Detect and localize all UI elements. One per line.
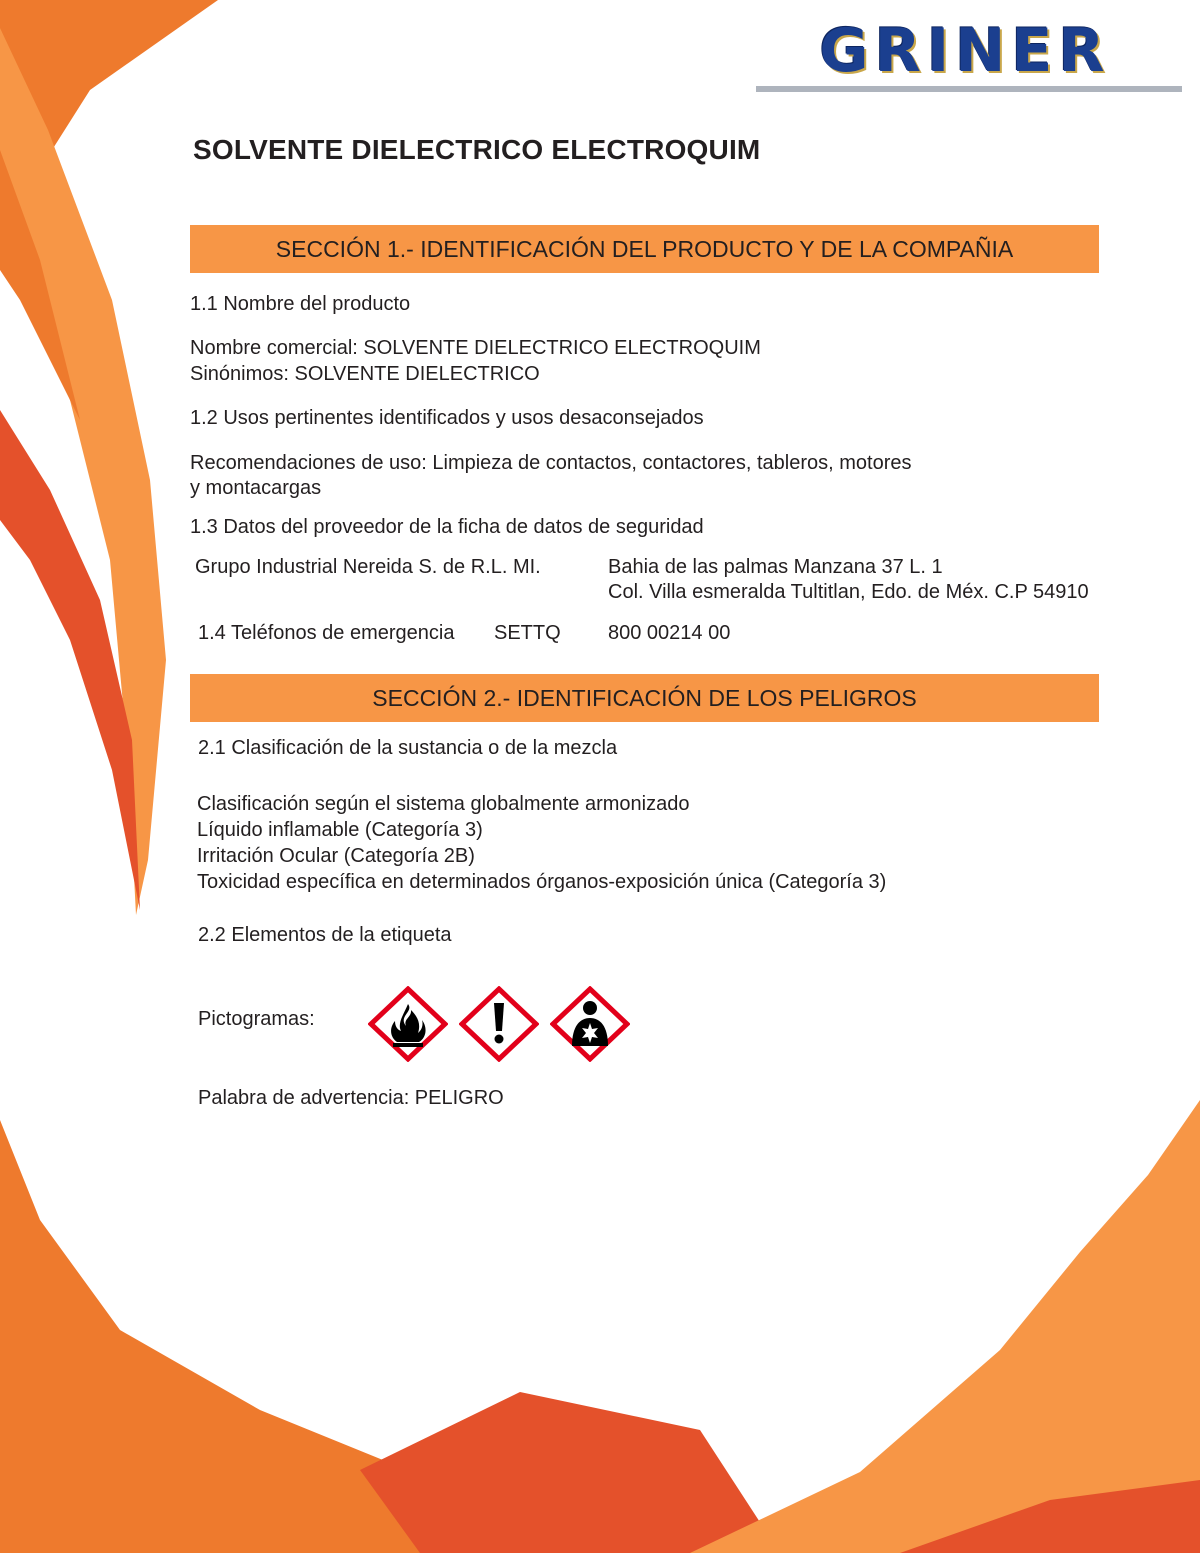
ghs-pictograms [368,986,630,1062]
company-logo [770,18,1192,96]
pictograms-label: Pictogramas: [198,1008,315,1030]
supplier-address-line1: Bahia de las palmas Manzana 37 L. 1 [608,556,943,578]
s1-1-title: 1.1 Nombre del producto [190,293,411,315]
signal-word: Palabra de advertencia: PELIGRO [198,1087,504,1109]
exclamation-mark-icon [459,986,539,1062]
classification-line: Líquido inflamable (Categoría 3) [197,819,483,841]
emergency-provider: SETTQ [494,622,561,644]
classification-line: Toxicidad específica en determinados órganos-exposición única (Categoría 3) [197,871,887,893]
health-hazard-icon [550,986,630,1062]
logo-wordmark: GRINER [819,16,1111,86]
recommendations-line2: y montacargas [190,477,322,499]
trade-name: Nombre comercial: SOLVENTE DIELECTRICO ELECTROQUIM [190,337,761,359]
s1-4-title: 1.4 Teléfonos de emergencia [198,622,455,644]
s2-2-title: 2.2 Elementos de la etiqueta [198,924,452,946]
s2-1-title: 2.1 Clasificación de la sustancia o de la mezcla [198,737,618,759]
supplier-company: Grupo Industrial Nereida S. de R.L. MI. [195,556,541,578]
classification-line: Irritación Ocular (Categoría 2B) [197,845,475,867]
flame-icon [368,986,448,1062]
classification-line: Clasificación según el sistema globalmente armonizado [197,793,690,815]
synonyms: Sinónimos: SOLVENTE DIELECTRICO [190,363,540,385]
s1-2-title: 1.2 Usos pertinentes identificados y usos desaconsejados [190,407,704,429]
logo-underline [756,86,1182,92]
s1-3-title: 1.3 Datos del proveedor de la ficha de datos de seguridad [190,516,704,538]
section2-heading: SECCIÓN 2.- IDENTIFICACIÓN DE LOS PELIGROS [190,674,1099,722]
document-title: SOLVENTE DIELECTRICO ELECTROQUIM [193,134,761,165]
supplier-address-line2: Col. Villa esmeralda Tultitlan, Edo. de Méx. C.P 54910 [608,581,1089,603]
emergency-phone: 800 00214 00 [608,622,731,644]
recommendations-line1: Recomendaciones de uso: Limpieza de contactos, contactores, tableros, motores [190,452,912,474]
section1-heading: SECCIÓN 1.- IDENTIFICACIÓN DEL PRODUCTO Y DE LA COMPAÑIA [190,225,1099,273]
